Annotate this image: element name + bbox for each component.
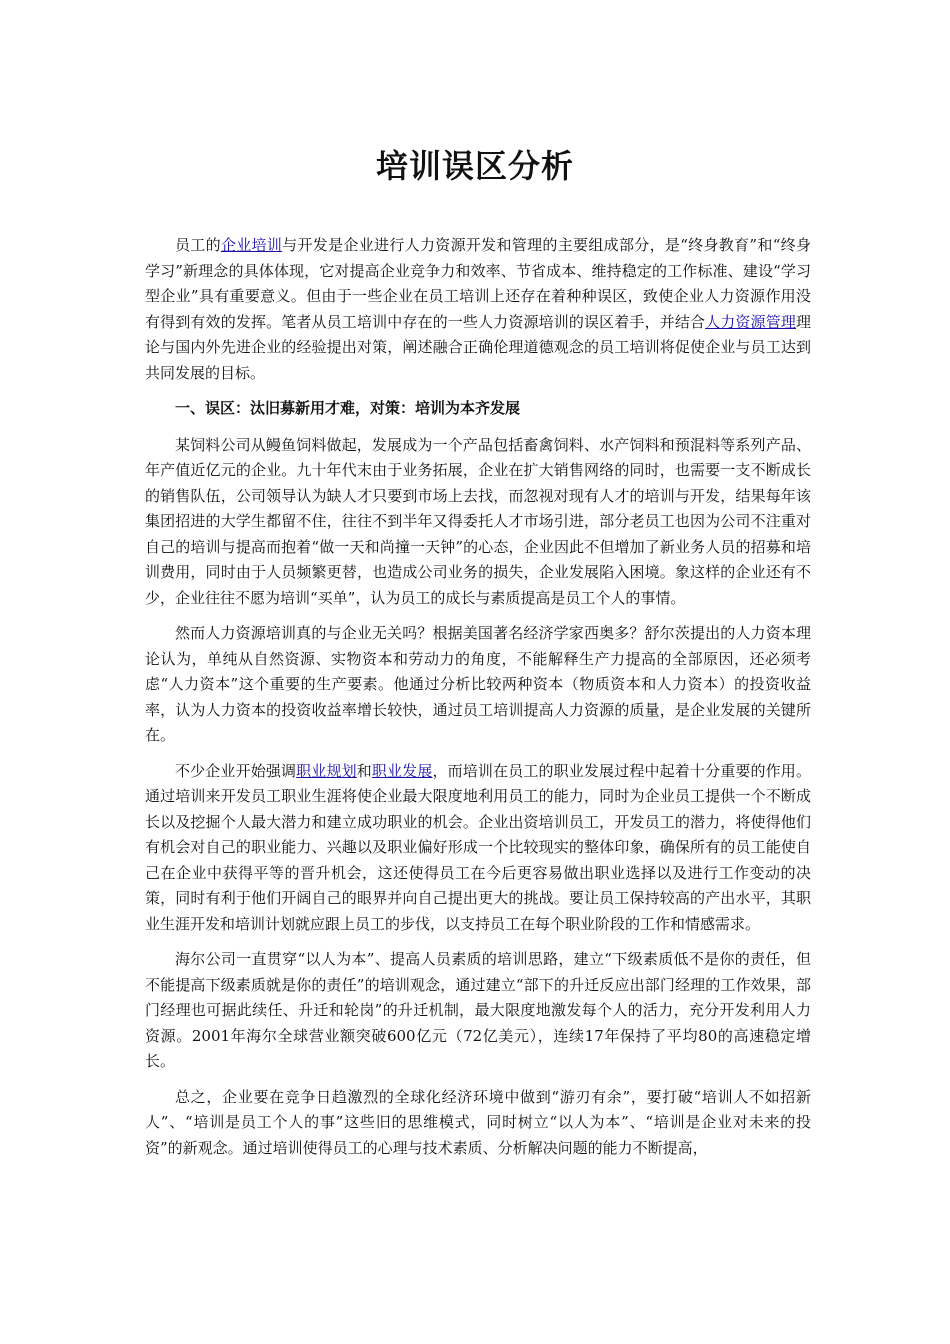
paragraph-text: 某饲料公司从鳗鱼饲料做起，发展成为一个产品包括畜禽饲料、水产饲料和预混料等系列产品、年产值近亿元的企业。九十年代末由于业务拓展，企业在扩大销售网络的同时，也需要一支不断成长的销售队伍，公司领导认为缺人才只要到市场上去找，而忽视对现有人才的培训与开发，结果每年该集团招进的大学生都留不住，往往不到半年又得委托人才市场引进，部分老员工也因为公司不注重对自己的培训与提高而抱着“做一天和尚撞一天钟”的心态，企业因此不但增加了新业务人员的招募和培训费用，同时由于人员频繁更替，也造成公司业务的损失，企业发展陷入困境。象这样的企业还有不少，企业往往不愿为培训“买单”，认为员工的成长与素质提高是员工个人的事情。 xyxy=(145,435,811,607)
paragraph-text: 和 xyxy=(356,761,372,780)
paragraph-text: 海尔公司一直贯穿“以人为本”、提高人员素质的培训思路，建立“下级素质低不是你的责任，但不能提高下级素质就是你的责任”的培训观念，通过建立“部下的升迁反应出部门经理的工作效果，部门经理也可据此续任、升迁和轮岗”的升迁机制，最大限度地激发每个人的活力，充分开发利用人力资源。2001年海尔全球营业额突破600亿元（72亿美元），连续17年保持了平均80的高速稳定增长。 xyxy=(145,950,811,1070)
body-paragraph xyxy=(145,233,811,386)
paragraph-text: 一、误区：汰旧募新用才难，对策：培训为本齐发展 xyxy=(175,399,521,417)
keyword-link[interactable]: 企业培训 xyxy=(220,236,283,254)
section-heading xyxy=(145,396,811,422)
paragraph-text: 总之，企业要在竞争日趋激烈的全球化经济环境中做到“游刃有余”，要打破“培训人不如招新人”、“培训是员工个人的事”这些旧的思维模式，同时树立“以人为本”、“培训是企业对未来的投资”的新观念。通过培训使得员工的心理与技术素质、分析解决问题的能力不断提高， xyxy=(145,1087,811,1157)
paragraph-text: 不少企业开始强调 xyxy=(175,761,297,780)
document-body xyxy=(145,233,811,1171)
body-paragraph xyxy=(145,947,811,1075)
paragraph-text: 员工的 xyxy=(175,236,221,254)
keyword-link[interactable]: 职业发展 xyxy=(371,761,433,780)
paragraph-text: ，而培训在员工的职业发展过程中起着十分重要的作用。通过培训来开发员工职业生涯将使企业最大限度地利用员工的能力，同时为企业员工提供一个不断成长以及挖掘个人最大潜力和建立成功职业的机会。企业出资培训员工，开发员工的潜力，将使得他们有机会对自己的职业能力、兴趣以及职业偏好形成一个比较现实的整体印象，确保所有的员工能使自己在企业中获得平等的晋升机会，这还使得员工在今后更容易做出职业选择以及进行工作变动的决策，同时有利于他们开阔自己的眼界并向自己提出更大的挑战。要让员工保持较高的产出水平，其职业生涯开发和培训计划就应跟上员工的步伐，以支持员工在每个职业阶段的工作和情感需求。 xyxy=(145,761,811,933)
body-paragraph xyxy=(145,759,811,938)
paragraph-text: 与开发是企业进行人力资源开发和管理的主要组成部分，是“终身教育”和“终身学习”新理念的具体体现，它对提高企业竞争力和效率、节省成本、维持稳定的工作标准、建设“学习型企业”具有重要意义。但由于一些企业在员工培训上还存在着种种误区，致使企业人力资源作用没有得到有效的发挥。笔者从员工培训中存在的一些人力资源培训的误区着手，并结合 xyxy=(145,236,811,331)
body-paragraph xyxy=(145,621,811,749)
keyword-link[interactable]: 人力资源管理 xyxy=(705,312,796,331)
body-paragraph xyxy=(145,433,811,612)
keyword-link[interactable]: 职业规划 xyxy=(296,761,357,780)
paragraph-text: 然而人力资源培训真的与企业无关吗？根据美国著名经济学家西奥多？舒尔茨提出的人力资本理论认为，单纯从自然资源、实物资本和劳动力的角度，不能解释生产力提高的全部原因，还必须考虑“人力资本”这个重要的生产要素。他通过分析比较两种资本（物质资本和人力资本）的投资收益率，认为人力资本的投资收益率增长较快，通过员工培训提高人力资源的质量，是企业发展的关键所在。 xyxy=(145,624,811,744)
paragraph-text: 理论与国内外先进企业的经验提出对策，阐述融合正确伦理道德观念的员工培训将促使企业与员工达到共同发展的目标。 xyxy=(145,312,811,382)
document-title: 培训误区分析 xyxy=(375,147,574,185)
body-paragraph xyxy=(145,1085,811,1162)
